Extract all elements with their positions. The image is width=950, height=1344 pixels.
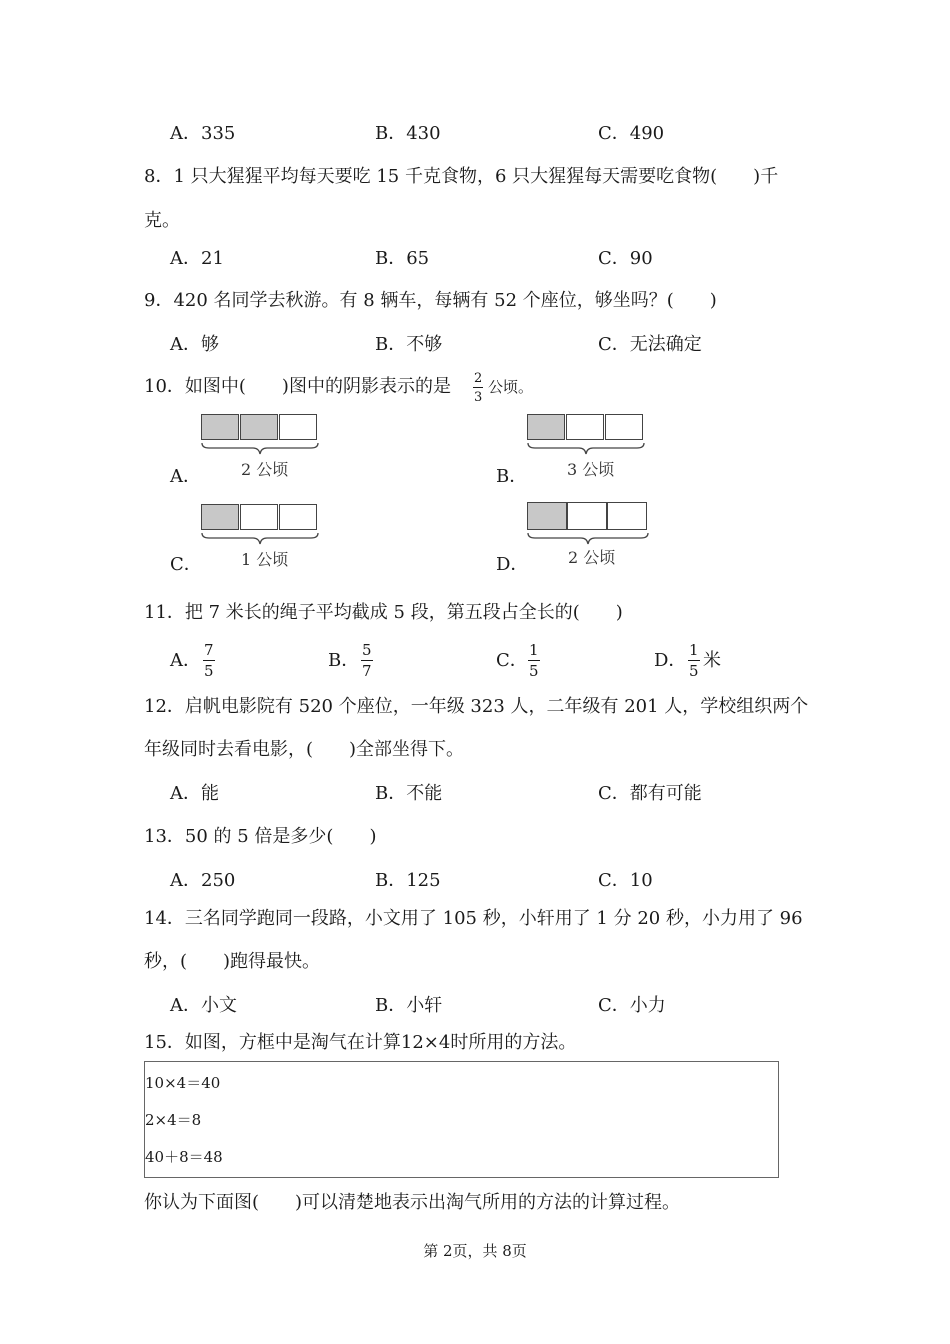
q11-option-c-fraction [528,643,540,679]
q12-text-line2: 年级同时去看电影，( )全部坐得下。 [144,739,465,760]
q10-figure-d [527,502,649,568]
empty-cell [240,504,278,530]
empty-cell [279,414,317,440]
fraction-numerator: 7 [204,641,214,659]
q10-option-b-label: B． [496,466,528,487]
fraction-denominator: 5 [529,662,539,680]
q11-option-d-fraction [688,643,700,679]
q7-option-c: C．490 [598,123,665,144]
q11-option-b-fraction [361,643,373,679]
empty-cell [567,502,607,530]
q13-option-b: B．125 [375,870,441,891]
q12-option-b: B．不能 [375,783,443,804]
shaded-cell [240,414,278,440]
q10-fraction [473,372,483,404]
q15-method-line-1: 10×4＝40 [145,1074,221,1092]
q12-option-a: A．能 [170,783,219,804]
q10-text-after: 公顷。 [488,378,534,396]
q15-text: 15．如图，方框中是淘气在计算12×4时所用的方法。 [144,1032,577,1053]
q10-figure-b [527,414,647,480]
q7-option-a: A．335 [170,123,236,144]
q14-option-a: A．小文 [170,995,237,1016]
fraction-numerator: 1 [529,641,539,659]
q10-figure-d-brace-label: 2 公顷 [568,548,616,567]
q11-option-a-fraction [203,643,215,679]
q11-text: 11．把 7 米长的绳子平均截成 5 段，第五段占全长的( ) [144,602,623,623]
q12-text-line1: 12．启帆电影院有 520 个座位，一年级 323 人，二年级有 201 人，学校组织两个 [144,696,809,717]
q15-method-box [144,1061,779,1178]
q8-text-line2: 克。 [144,210,180,231]
q11-option-a-label: A． [170,650,201,671]
q10-fraction-denominator: 3 [474,390,483,405]
q14-option-c: C．小力 [598,995,666,1016]
q10-figure-c [201,504,321,570]
q8-option-a: A．21 [170,248,224,269]
q9-option-a: A．够 [170,334,219,355]
q10-option-d-label: D． [496,554,529,575]
q10-figure-c-brace-label: 1 公顷 [241,550,289,569]
empty-cell [279,504,317,530]
shaded-cell [201,504,239,530]
q13-text: 13．50 的 5 倍是多少( ) [144,826,377,847]
q15-method-line-2: 2×4＝8 [145,1111,202,1129]
fraction-numerator: 1 [689,641,699,659]
q11-option-d-label: D． [654,650,687,671]
q15-followup-text: 你认为下面图( )可以清楚地表示出淘气所用的方法的计算过程。 [144,1192,681,1213]
fraction-denominator: 7 [362,662,372,680]
q10-option-c-label: C． [170,554,202,575]
q13-option-a: A．250 [170,870,236,891]
q10-figure-a [201,414,321,480]
q14-option-b: B．小轩 [375,995,443,1016]
q9-text: 9．420 名同学去秋游。有 8 辆车，每辆有 52 个座位，够坐吗？( ) [144,290,717,311]
fraction-numerator: 5 [362,641,372,659]
q10-figure-a-brace-label: 2 公顷 [241,460,289,479]
q9-option-b: B．不够 [375,334,443,355]
fraction-denominator: 5 [204,662,214,680]
q10-option-a-label: A． [170,466,201,487]
fraction-denominator: 5 [689,662,699,680]
q8-option-b: B．65 [375,248,430,269]
q10-fraction-numerator: 2 [474,371,483,386]
q12-option-c: C．都有可能 [598,783,702,804]
empty-cell [607,502,647,530]
brace-icon [527,532,649,546]
q11-option-b-label: B． [328,650,360,671]
shaded-cell [527,414,565,440]
q8-option-c: C．90 [598,248,653,269]
brace-icon [527,442,645,456]
empty-cell [605,414,643,440]
q10-text-before: 10．如图中( )图中的阴影表示的是 [144,376,451,397]
q14-text-line2: 秒，( )跑得最快。 [144,951,321,972]
brace-icon [201,532,319,546]
shaded-cell [201,414,239,440]
q10-figure-b-brace-label: 3 公顷 [567,460,615,479]
brace-icon [201,442,319,456]
q11-option-c-label: C． [496,650,528,671]
q7-option-b: B．430 [375,123,441,144]
q14-text-line1: 14．三名同学跑同一段路，小文用了 105 秒，小轩用了 1 分 20 秒，小力用了 96 [144,908,803,929]
page-footer: 第 2页，共 8页 [423,1242,527,1260]
shaded-cell [527,502,567,530]
q11-option-d-unit: 米 [703,650,721,671]
q15-method-line-3: 40＋8＝48 [145,1148,223,1166]
q13-option-c: C．10 [598,870,653,891]
q9-option-c: C．无法确定 [598,334,702,355]
empty-cell [566,414,604,440]
q8-text-line1: 8．1 只大猩猩平均每天要吃 15 千克食物，6 只大猩猩每天需要吃食物( )千 [144,166,779,187]
